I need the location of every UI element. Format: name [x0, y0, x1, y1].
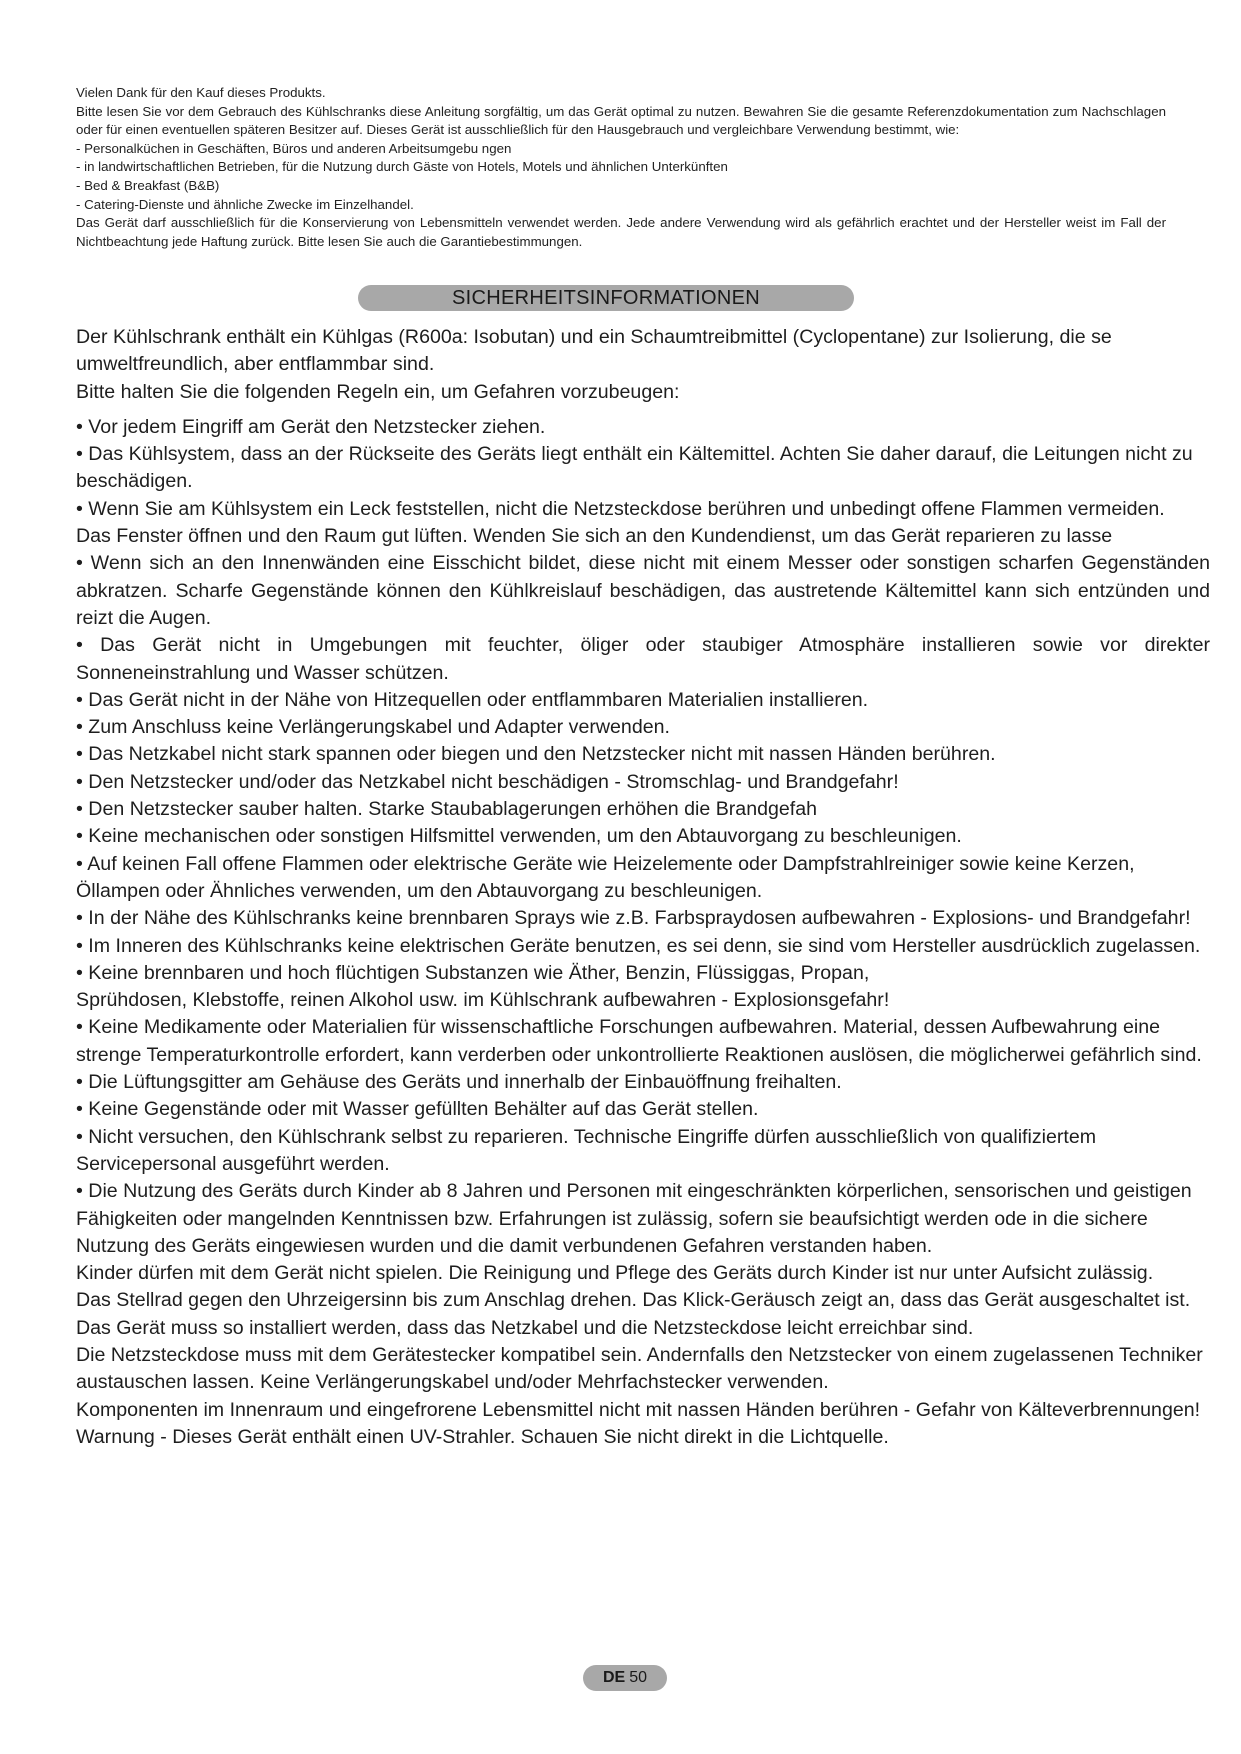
safety-item: Das Stellrad gegen den Uhrzeigersinn bis zum Anschlag drehen. Das Klick-Geräusch zeigt an, dass das Gerät ausgeschaltet ist.: [76, 1289, 1191, 1312]
safety-item: Sprühdosen, Klebstoffe, reinen Alkohol usw. im Kühlschrank aufbewahren - Explosionsgefahr!: [76, 989, 890, 1012]
safety-item: • Wenn sich an den Innenwänden eine Eisschicht bildet, diese nicht mit einem Messer oder sonstigen scharfen Gegenständen abkratzen. Scharfe Gegenstände können den Kühlkreislauf beschädigen, das austretende Kältemittel kann sich entzünden und reizt die Augen.: [76, 552, 1210, 629]
safety-intro: Der Kühlschrank enthält ein Kühlgas (R600a: Isobutan) und ein Schaumtreibmittel (Cyclopentane) zur Isolierung, die se umweltfreundlich, aber entflammbar sind.: [76, 326, 1112, 376]
safety-item: • Das Gerät nicht in der Nähe von Hitzequellen oder entflammbaren Materialien installieren.: [76, 688, 869, 711]
safety-item: • Das Kühlsystem, dass an der Rückseite des Geräts liegt enthält ein Kältemittel. Achten Sie daher darauf, die Leitungen nicht zu beschädigen.: [76, 443, 1193, 493]
safety-item: Warnung - Dieses Gerät enthält einen UV-Strahler. Schauen Sie nicht direkt in die Lichtquelle.: [76, 1425, 889, 1448]
intro-instructions: Bitte lesen Sie vor dem Gebrauch des Kühlschranks diese Anleitung sorgfältig, um das Gerät optimal zu nutzen. Bewahren Sie die gesamte Referenzdokumentation zum Nachschlagen oder für einen eventuellen späteren Besitzer auf. Dieses Gerät ist ausschließlich für den Hausgebrauch und vergleichbare Verwendung bestimmt, wie:: [76, 103, 1166, 138]
safety-item: Das Gerät muss so installiert werden, dass das Netzkabel und die Netzsteckdose leicht erreichbar sind.: [76, 1316, 974, 1339]
safety-item: Das Fenster öffnen und den Raum gut lüften. Wenden Sie sich an den Kundendienst, um das Gerät reparieren zu lasse: [76, 525, 1113, 548]
intro-use-item: - Bed & Breakfast (B&B): [76, 177, 220, 193]
safety-item: • Das Gerät nicht in Umgebungen mit feuchter, öliger oder staubiger Atmosphäre installieren sowie vor direkter Sonneneinstrahlung und Wasser schützen.: [76, 634, 1210, 684]
page-number: 50: [629, 1669, 648, 1686]
safety-item: Die Netzsteckdose muss mit dem Gerätestecker kompatibel sein. Andernfalls den Netzstecker von einem zugelassenen Techniker austauschen lassen. Keine Verlängerungskabel und/oder Mehrfachstecker verwenden.: [76, 1343, 1203, 1394]
intro-thanks: Vielen Dank für den Kauf dieses Produkts.: [76, 85, 326, 100]
safety-item: • In der Nähe des Kühlschranks keine brennbaren Sprays wie z.B. Farbspraydosen aufbewahren - Explosions- und Brandgefahr!: [76, 907, 1191, 930]
safety-item: • Den Netzstecker sauber halten. Starke Staubablagerungen erhöhen die Brandgefah: [76, 798, 818, 821]
page-number-badge: [583, 1665, 667, 1691]
safety-item: • Nicht versuchen, den Kühlschrank selbst zu reparieren. Technische Eingriffe dürfen ausschließlich von qualifiziertem Servicepersonal ausgeführt werden.: [76, 1125, 1097, 1175]
safety-item: • Die Nutzung des Geräts durch Kinder ab 8 Jahren und Personen mit eingeschränkten körperlichen, sensorischen und geistigen Fähigkeiten oder mangelnden Kenntnissen bzw. Erfahrungen ist zulässig, sofern sie beaufsichtigt werden ode in die sichere Nutzung des Geräts eingewiesen wurden und die damit verbundenen Gefahren verstanden haben.: [76, 1180, 1192, 1257]
safety-item: • Keine Gegenstände oder mit Wasser gefüllten Behälter auf das Gerät stellen.: [76, 1098, 759, 1121]
language-code: DE: [602, 1669, 626, 1686]
safety-item: • Zum Anschluss keine Verlängerungskabel und Adapter verwenden.: [76, 716, 670, 739]
safety-item: • Im Inneren des Kühlschranks keine elektrischen Geräte benutzen, es sei denn, sie sind vom Hersteller ausdrücklich zugelassen.: [76, 934, 1201, 957]
safety-information: [76, 324, 1210, 1451]
safety-item: Komponenten im Innenraum und eingefrorene Lebensmittel nicht mit nassen Händen berühren - Gefahr von Kälteverbrennungen!: [76, 1398, 1201, 1421]
safety-item: • Das Netzkabel nicht stark spannen oder biegen und den Netzstecker nicht mit nassen Händen berühren.: [76, 743, 996, 766]
intro-warning: Das Gerät darf ausschließlich für die Konservierung von Lebensmitteln verwendet werden. Jede andere Verwendung wird als gefährlich erachtet und der Hersteller weist im Fall der Nichtbeachtung jede Haftung zurück. Bitte lesen Sie auch die Garantiebestimmungen.: [76, 215, 1166, 249]
intro-use-item: - in landwirtschaftlichen Betrieben, für die Nutzung durch Gäste von Hotels, Motels und ähnlichen Unterkünften: [76, 159, 728, 175]
safety-item: • Die Lüftungsgitter am Gehäuse des Geräts und innerhalb der Einbauöffnung freihalten.: [76, 1071, 842, 1094]
safety-item: • Keine mechanischen oder sonstigen Hilfsmittel verwenden, um den Abtauvorgang zu beschleunigen.: [76, 825, 962, 848]
safety-item: • Den Netzstecker und/oder das Netzkabel nicht beschädigen - Stromschlag- und Brandgefahr!: [76, 770, 899, 793]
section-title: SICHERHEITSINFORMATIONEN: [358, 285, 854, 311]
safety-item: • Wenn Sie am Kühlsystem ein Leck feststellen, nicht die Netzsteckdose berühren und unbedingt offene Flammen vermeiden.: [76, 497, 1165, 520]
safety-item: • Keine brennbaren und hoch flüchtigen Substanzen wie Äther, Benzin, Flüssiggas, Propan,: [76, 961, 870, 984]
intro-use-item: - Catering-Dienste und ähnliche Zwecke im Einzelhandel.: [76, 196, 414, 212]
safety-intro: Bitte halten Sie die folgenden Regeln ein, um Gefahren vorzubeugen:: [76, 380, 680, 403]
intro-text: [76, 84, 1166, 251]
safety-item: • Keine Medikamente oder Materialien für wissenschaftliche Forschungen aufbewahren. Material, dessen Aufbewahrung eine strenge Temperaturkontrolle erfordert, kann verderben oder unkontrollierte Reaktionen auslösen, die möglicherwei gefährlich sind.: [76, 1016, 1202, 1066]
intro-use-item: - Personalküchen in Geschäften, Büros und anderen Arbeitsumgebu ngen: [76, 140, 512, 156]
safety-item: • Vor jedem Eingriff am Gerät den Netzstecker ziehen.: [76, 415, 546, 438]
safety-item: • Auf keinen Fall offene Flammen oder elektrische Geräte wie Heizelemente oder Dampfstrahlreiniger sowie keine Kerzen, Öllampen oder Ähnliches verwenden, um den Abtauvorgang zu beschleunigen.: [76, 852, 1135, 902]
safety-item: Kinder dürfen mit dem Gerät nicht spielen. Die Reinigung und Pflege des Geräts durch Kinder ist nur unter Aufsicht zulässig.: [76, 1262, 1154, 1285]
